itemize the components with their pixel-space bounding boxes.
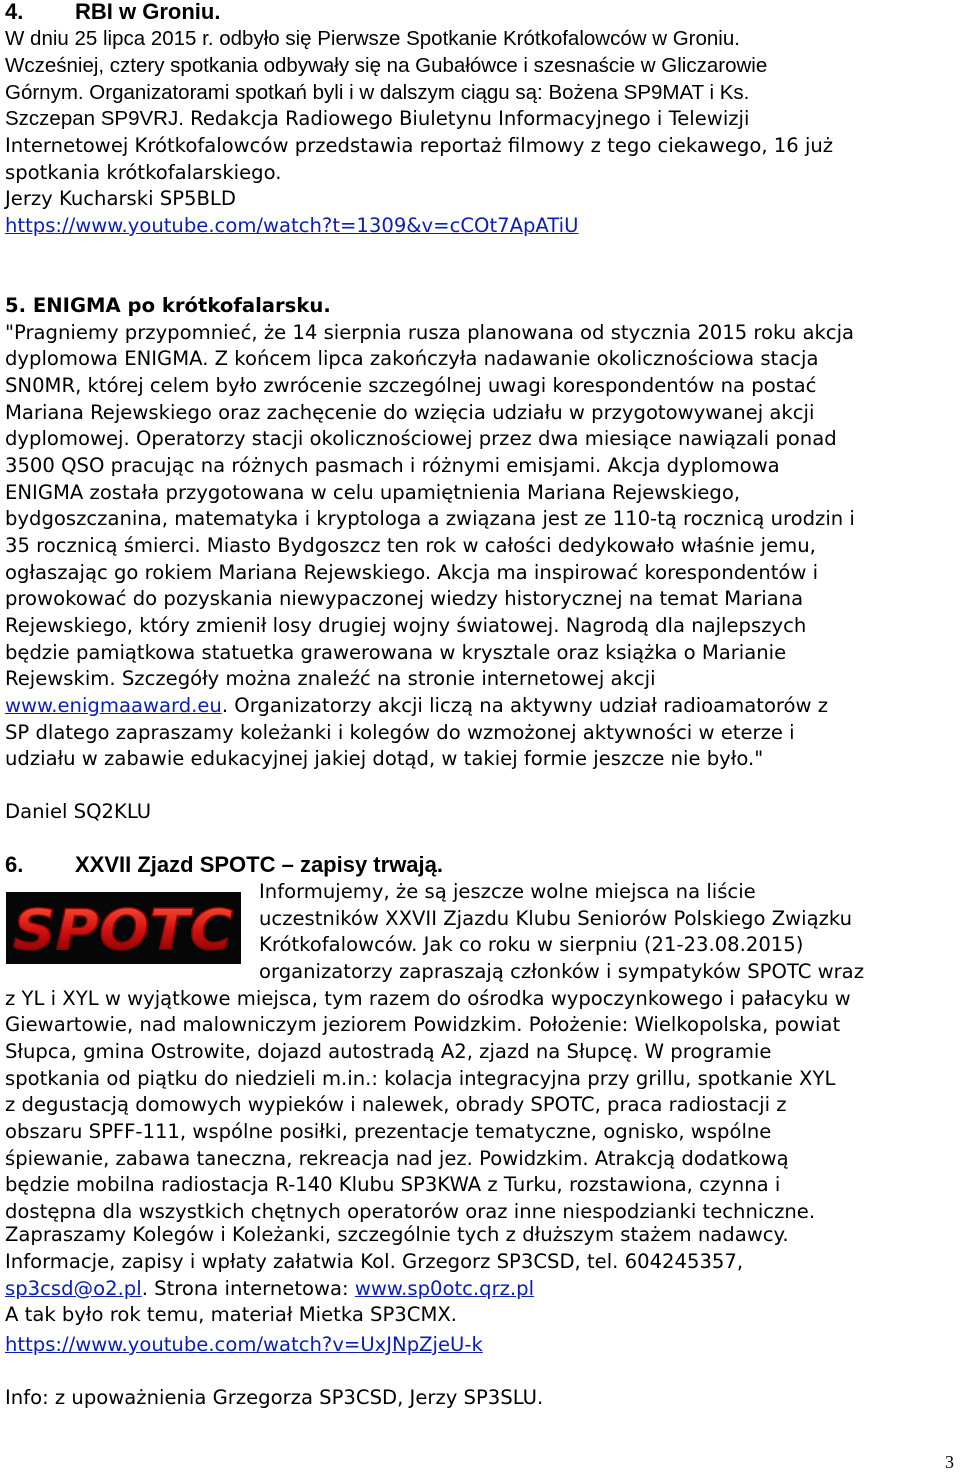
paragraph-line: z degustacją domowych wypieków i nalewek, obrady SPOTC, praca radiostacji z (5, 1093, 787, 1116)
youtube-link[interactable]: https://www.youtube.com/watch?v=UxJNpZjeU-k (5, 1333, 483, 1356)
paragraph-line: będzie pamiątkowa statuetka grawerowana w krysztale oraz książka o Marianie (5, 641, 787, 664)
spotc-logo (6, 892, 241, 964)
section-6-heading: 6. XXVII Zjazd SPOTC – zapisy trwają. (5, 852, 444, 877)
info-line: Info: z upoważnienia Grzegorza SP3CSD, Jerzy SP3SLU. (5, 1386, 544, 1409)
paragraph-line: Szczepan SP9VRJ. Redakcja Radiowego Biuletynu Informacyjnego i Telewizji (5, 107, 750, 130)
paragraph-line: Mariana Rejewskiego oraz zachęcenie do wzięcia udziału w przygotowywanej akcji (5, 401, 815, 424)
paragraph-line: będzie mobilna radiostacja R-140 Klubu SP3KWA z Turku, rozstawiona, czynna i (5, 1173, 781, 1196)
paragraph-line: Zapraszamy Kolegów i Koleżanki, szczególnie tych z dłuższym stażem nadawcy. (5, 1223, 789, 1246)
paragraph-line: Krótkofalowców. Jak co roku w sierpniu (21-23.08.2015) (259, 933, 804, 956)
author-line: Jerzy Kucharski SP5BLD (5, 187, 236, 210)
paragraph-line: dostępna dla wszystkich chętnych operatorów oraz inne niespodzianki techniczne. (5, 1200, 816, 1223)
paragraph-line: prowokować do pozyskania niewypaczonej wiedzy historycznej na temat Mariana (5, 587, 804, 610)
paragraph-line: Giewartowie, nad malowniczym jeziorem Powidzkim. Położenie: Wielkopolska, powiat (5, 1013, 841, 1036)
page-number: 3 (945, 1452, 954, 1472)
paragraph-line: Rejewskiego, który zmienił losy drugiej wojny światowej. Nagrodą dla najlepszych (5, 614, 807, 637)
email-link[interactable]: sp3csd@o2.pl (5, 1277, 142, 1300)
section-4-heading: 4. RBI w Groniu. (5, 0, 221, 24)
signature: Daniel SQ2KLU (5, 800, 152, 823)
paragraph-line: Informujemy, że są jeszcze wolne miejsca na liście (259, 880, 756, 903)
paragraph-line: 35 rocznicą śmierci. Miasto Bydgoszcz ten rok w całości dedykowało właśnie jemu, (5, 534, 816, 557)
paragraph-line: Górnym. Organizatorami spotkań byli i w dalszym ciągu są: Bożena SP9MAT i Ks. (5, 81, 750, 104)
paragraph-line: Słupca, gmina Ostrowite, dojazd autostradą A2, zjazd na Słupcę. W programie (5, 1040, 772, 1063)
website-link[interactable]: www.sp0otc.qrz.pl (354, 1277, 535, 1300)
paragraph-line: śpiewanie, zabawa taneczna, rekreacja nad jez. Powidzkim. Atrakcją dodatkową (5, 1147, 789, 1170)
paragraph-line: Informacje, zapisy i wpłaty załatwia Kol. Grzegorz SP3CSD, tel. 604245357, (5, 1250, 744, 1273)
paragraph-line: SN0MR, której celem było zwrócenie szczególnej uwagi korespondentów na postać (5, 374, 817, 397)
paragraph-line: Wcześniej, cztery spotkania odbywały się na Gubałówce i szesnaście w Gliczarowie (5, 54, 768, 77)
paragraph-line: sp3csd@o2.pl. Strona internetowa: www.sp0otc.qrz.pl (5, 1277, 535, 1300)
enigma-award-link[interactable]: www.enigmaaward.eu (5, 694, 222, 717)
paragraph-line: A tak było rok temu, materiał Mietka SP3CMX. (5, 1303, 458, 1326)
paragraph-line: dyplomowej. Operatorzy stacji okolicznościowej przez dwa miesiące nawiązali ponad (5, 427, 837, 450)
svg-text:SPOTC: SPOTC (13, 898, 233, 963)
paragraph-line: obszaru SPFF-111, wspólne posiłki, prezentacje tematyczne, ognisko, wspólne (5, 1120, 772, 1143)
paragraph-line: z YL i XYL w wyjątkowe miejsca, tym razem do ośrodka wypoczynkowego i pałacyku w (5, 987, 851, 1010)
paragraph-line: W dniu 25 lipca 2015 r. odbyło się Pierwsze Spotkanie Krótkofalowców w Groniu. (5, 27, 740, 50)
paragraph-line: udziału w zabawie edukacyjnej jakiej dotąd, w takiej formie jeszcze nie było." (5, 747, 764, 770)
youtube-link[interactable]: https://www.youtube.com/watch?t=1309&v=cCOt7ApATiU (5, 214, 579, 237)
paragraph-line: Internetowej Krótkofalowców przedstawia reportaż filmowy z tego ciekawego, 16 już (5, 134, 834, 157)
paragraph-line: www.enigmaaward.eu. Organizatorzy akcji liczą na aktywny udział radioamatorów z (5, 694, 829, 717)
paragraph-line: spotkania krótkofalarskiego. (5, 161, 282, 184)
section-5-heading: 5. ENIGMA po krótkofalarsku. (5, 294, 331, 317)
paragraph-line: organizatorzy zapraszają członków i sympatyków SPOTC wraz (259, 960, 864, 983)
paragraph-line: spotkania od piątku do niedzieli m.in.: kolacja integracyjna przy grillu, spotkanie XYL (5, 1067, 836, 1090)
paragraph-line: 3500 QSO pracując na różnych pasmach i różnymi emisjami. Akcja dyplomowa (5, 454, 780, 477)
paragraph-line: bydgoszczanina, matematyka i kryptologa a związana jest ze 110-tą rocznicą urodzin i (5, 507, 855, 530)
paragraph-line: SP dlatego zapraszamy koleżanki i kolegów do wzmożonej aktywności w eterze i (5, 721, 795, 744)
paragraph-line: "Pragniemy przypomnieć, że 14 sierpnia rusza planowana od stycznia 2015 roku akcja (5, 321, 855, 344)
paragraph-line: Rejewskim. Szczegóły można znaleźć na stronie internetowej akcji (5, 667, 656, 690)
paragraph-line: uczestników XXVII Zjazdu Klubu Seniorów Polskiego Związku (259, 907, 853, 930)
paragraph-line: ENIGMA została przygotowana w celu upamiętnienia Mariana Rejewskiego, (5, 481, 741, 504)
paragraph-line: ogłaszając go rokiem Mariana Rejewskiego. Akcja ma inspirować korespondentów i (5, 561, 819, 584)
paragraph-line: dyplomowa ENIGMA. Z końcem lipca zakończyła nadawanie okolicznościowa stacja (5, 347, 819, 370)
